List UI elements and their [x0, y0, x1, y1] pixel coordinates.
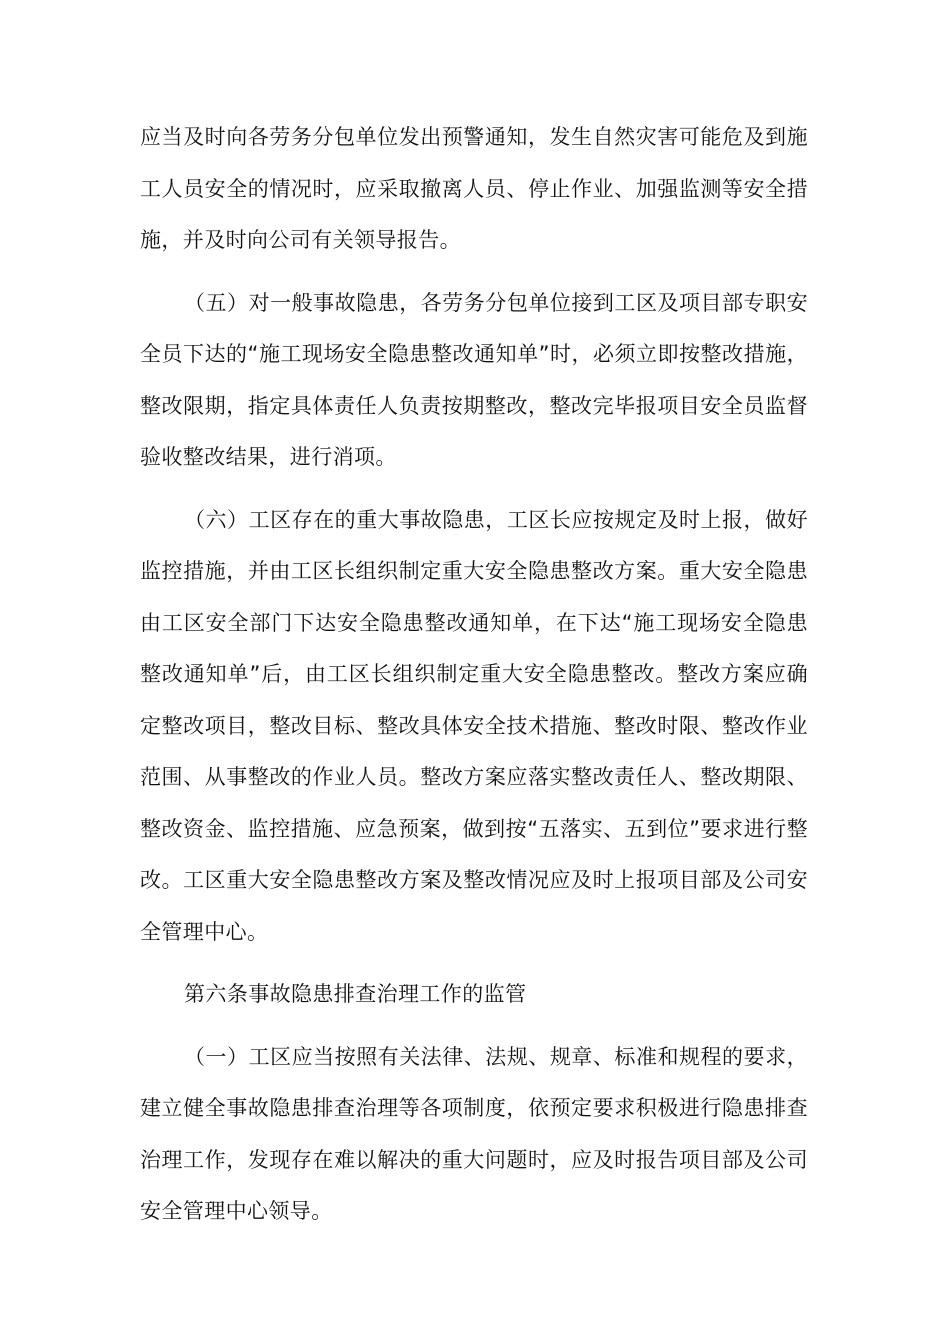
document-body: [140, 112, 808, 1238]
paragraph-item-one: （一）工区应当按照有关法律、法规、规章、标准和规程的要求，建立健全事故隐患排查治理等各项制度，依预定要求积极进行隐患排查治理工作，发现存在难以解决的重大问题时，应及时报告项目部及公司安全管理中心领导。: [140, 1044, 808, 1223]
article-heading: 第六条事故隐患排查治理工作的监管: [184, 982, 527, 1006]
paragraph-item-six: （六）工区存在的重大事故隐患，工区长应按规定及时上报，做好监控措施，并由工区长组织制定重大安全隐患整改方案。重大安全隐患由工区安全部门下达安全隐患整改通知单，在下达“施工现场安全隐患整改通知单”后，由工区长组织制定重大安全隐患整改。整改方案应确定整改项目，整改目标、整改具体安全技术措施、整改时限、整改作业范围、从事整改的作业人员。整改方案应落实整改责任人、整改期限、整改资金、监控措施、应急预案，做到按“五落实、五到位”要求进行整改。工区重大安全隐患整改方案及整改情况应及时上报项目部及公司安全管理中心。: [140, 507, 808, 944]
paragraph-continuation: 应当及时向各劳务分包单位发出预警通知，发生自然灾害可能危及到施工人员安全的情况时，应采取撤离人员、停止作业、加强监测等安全措施，并及时向公司有关领导报告。: [140, 125, 808, 252]
paragraph-item-five: （五）对一般事故隐患，各劳务分包单位接到工区及项目部专职安全员下达的“施工现场安全隐患整改通知单”时，必须立即按整改措施，整改限期，指定具体责任人负责按期整改，整改完毕报项目安全员监督验收整改结果，进行消项。: [140, 290, 808, 469]
